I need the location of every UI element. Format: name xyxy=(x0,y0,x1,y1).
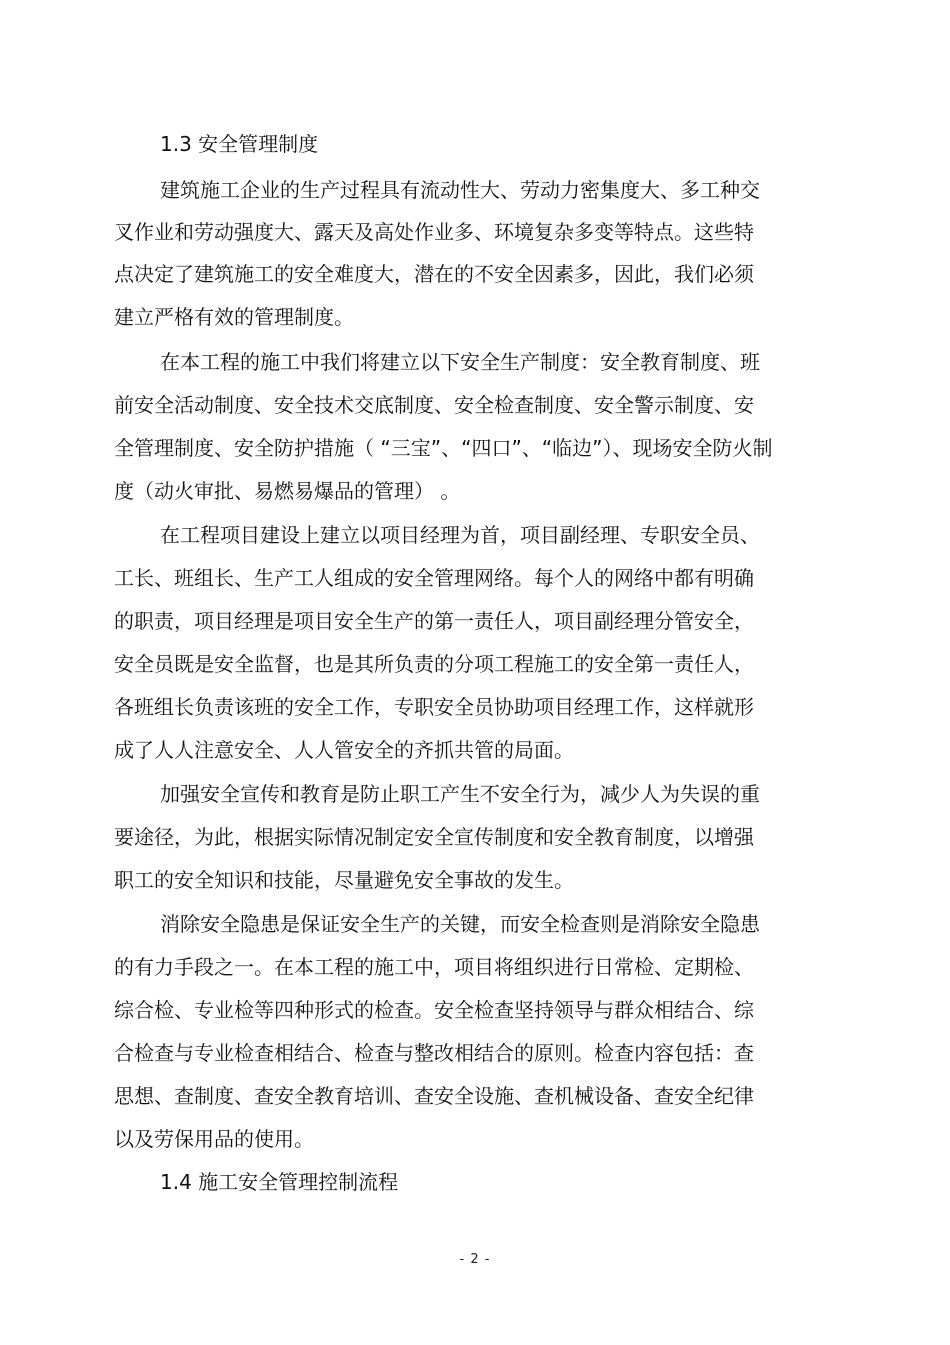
paragraph-line: 在工程项目建设上建立以项目经理为首，项目副经理、专职安全员、 xyxy=(160,523,760,547)
paragraph-line: 的有力手段之一。在本工程的施工中，项目将组织进行日常检、定期检、 xyxy=(114,955,754,979)
paragraph-line: 要途径，为此，根据实际情况制定安全宣传制度和安全教育制度，以增强 xyxy=(114,825,754,849)
paragraph-line: 叉作业和劳动强度大、露天及高处作业多、环境复杂多变等特点。这些特 xyxy=(114,220,754,244)
paragraph-line: 的职责，项目经理是项目安全生产的第一责任人，项目副经理分管安全， xyxy=(114,609,754,633)
paragraph-line: 前安全活动制度、安全技术交底制度、安全检查制度、安全警示制度、安 xyxy=(114,393,754,417)
paragraph-line: 加强安全宣传和教育是防止职工产生不安全行为，减少人为失误的重 xyxy=(160,782,760,806)
paragraph-line: 点决定了建筑施工的安全难度大，潜在的不安全因素多，因此，我们必须 xyxy=(114,262,754,286)
paragraph-line: 全管理制度、安全防护措施（ “三宝”、“四口”、“临边”）、现场安全防火制 xyxy=(114,436,773,460)
paragraph-line: 综合检、专业检等四种形式的检查。安全检查坚持领导与群众相结合、综 xyxy=(114,998,754,1022)
page-number: - 2 - xyxy=(459,1252,491,1267)
paragraph-line: 消除安全隐患是保证安全生产的关键，而安全检查则是消除安全隐患 xyxy=(160,912,760,936)
paragraph-line: 在本工程的施工中我们将建立以下安全生产制度：安全教育制度、班 xyxy=(160,350,760,374)
paragraph-line: 建筑施工企业的生产过程具有流动性大、劳动力密集度大、多工种交 xyxy=(160,178,760,202)
paragraph-line: 思想、查制度、查安全教育培训、查安全设施、查机械设备、查安全纪律 xyxy=(114,1084,754,1108)
paragraph-line: 工长、班组长、生产工人组成的安全管理网络。每个人的网络中都有明确 xyxy=(114,566,754,590)
paragraph-line: 合检查与专业检查相结合、检查与整改相结合的原则。检查内容包括：查 xyxy=(114,1041,754,1065)
section-heading-1-3: 1.3 安全管理制度 xyxy=(160,132,319,156)
paragraph-line: 建立严格有效的管理制度。 xyxy=(114,305,354,329)
paragraph-line: 成了人人注意安全、人人管安全的齐抓共管的局面。 xyxy=(114,738,574,762)
section-heading-1-4: 1.4 施工安全管理控制流程 xyxy=(160,1170,399,1194)
paragraph-line: 职工的安全知识和技能，尽量避免安全事故的发生。 xyxy=(114,868,574,892)
paragraph-line: 以及劳保用品的使用。 xyxy=(114,1127,314,1151)
paragraph-line: 度（动火审批、易燃易爆品的管理） 。 xyxy=(114,479,461,503)
paragraph-line: 安全员既是安全监督，也是其所负责的分项工程施工的安全第一责任人， xyxy=(114,652,754,676)
paragraph-line: 各班组长负责该班的安全工作，专职安全员协助项目经理工作，这样就形 xyxy=(114,695,754,719)
